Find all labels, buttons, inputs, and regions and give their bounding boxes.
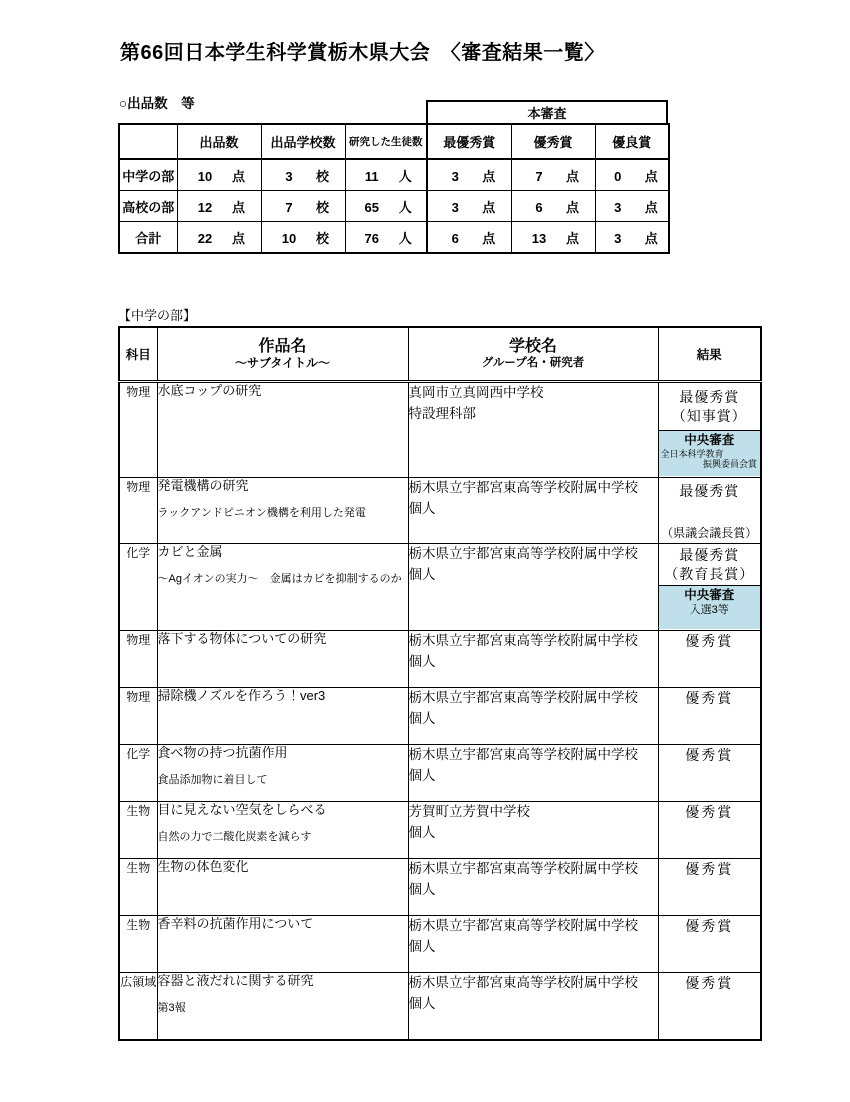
results-header-row [119,327,761,382]
summary-row-total [119,222,669,254]
central-review-badge: 中央審査 全日本科学教育 振興委員会賞 [659,430,761,476]
summary-header-schools: 出品学校数 [261,124,345,159]
entries-count-label: ○出品数 等 [119,96,195,111]
work-cell: 容器と液だれに関する研究 第3報 [157,973,408,1041]
work-header-sub: ～サブタイトル～ [235,356,330,371]
value-cell: 3 点 [595,222,669,254]
value-cell: 12 点 [177,191,261,222]
summary-row-high-school [119,191,669,222]
school-cell: 栃木県立宇都宮東高等学校附属中学校 個人 [408,745,658,802]
column-header-subject: 科目 [119,327,157,382]
value-cell: 3 校 [261,159,345,191]
column-header-school [408,327,658,382]
value-cell: 22 点 [177,222,261,254]
subject-cell: 広領域 [119,973,157,1041]
value-cell: 6 点 [427,222,511,254]
row-label: 高校の部 [119,191,177,222]
table-row [119,973,761,1041]
subject-cell: 物理 [119,688,157,745]
work-cell: 発電機構の研究 ラックアンドピニオン機構を利用した発電 [157,478,408,544]
result-cell: 優秀賞 [658,688,761,745]
work-cell: 掃除機ノズルを作ろう！ver3 [157,688,408,745]
table-row [119,916,761,973]
work-cell: 落下する物体についての研究 [157,631,408,688]
summary-header-entries: 出品数 [177,124,261,159]
summary-header-merit-prize: 優良賞 [595,124,669,159]
value-cell: 65 人 [345,191,427,222]
value-cell: 3 点 [595,191,669,222]
result-cell: 優秀賞 [658,916,761,973]
summary-header-excellence-prize: 優秀賞 [511,124,595,159]
value-cell: 10 点 [177,159,261,191]
school-cell: 栃木県立宇都宮東高等学校附属中学校 個人 [408,973,658,1041]
value-cell: 76 人 [345,222,427,254]
school-header-main: 学校名 [508,337,557,355]
work-cell: 目に見えない空気をしらべる 自然の力で二酸化炭素を減らす [157,802,408,859]
result-cell [658,478,761,544]
table-row [119,802,761,859]
summary-header-grand-prize: 最優秀賞 [427,124,511,159]
table-row [119,478,761,544]
table-row [119,859,761,916]
table-row [119,382,761,478]
summary-header-students: 研究した生徒数 [345,124,427,159]
school-cell: 栃木県立宇都宮東高等学校附属中学校 個人 [408,631,658,688]
value-cell: 11 人 [345,159,427,191]
value-cell: 3 点 [427,159,511,191]
school-cell: 栃木県立宇都宮東高等学校附属中学校 個人 [408,859,658,916]
result-cell: 優秀賞 [658,802,761,859]
final-review-group-header: 本審査 [426,100,668,123]
value-cell: 10 校 [261,222,345,254]
subject-cell: 物理 [119,478,157,544]
page-title: 第66回日本学生科学賞栃木県大会 〈審査結果一覧〉 [120,42,605,64]
school-cell: 真岡市立真岡西中学校 特設理科部 [408,382,658,478]
subject-cell: 化学 [119,544,157,631]
value-cell: 3 点 [427,191,511,222]
value-cell: 13 点 [511,222,595,254]
summary-header-row [119,124,669,159]
work-cell: カビと金属 ～Agイオンの実力～ 金属はカビを抑制するのか [157,544,408,631]
column-header-result: 結果 [658,327,761,382]
summary-table [118,123,670,254]
subject-cell: 化学 [119,745,157,802]
result-cell: 優秀賞 [658,631,761,688]
result-cell [658,382,761,478]
work-cell: 香辛料の抗菌作用について [157,916,408,973]
result-award: 最優秀賞 （教育長賞） [664,546,755,582]
school-cell: 芳賀町立芳賀中学校 個人 [408,802,658,859]
summary-row-middle-school [119,159,669,191]
result-cell [658,544,761,631]
column-header-work [157,327,408,382]
results-table [118,326,762,1041]
central-review-badge: 中央審査 入選3等 [659,585,761,629]
subject-cell: 生物 [119,859,157,916]
subject-cell: 物理 [119,382,157,478]
table-row [119,544,761,631]
value-cell: 7 点 [511,159,595,191]
row-label: 中学の部 [119,159,177,191]
summary-table-section [118,100,670,254]
work-cell: 水底コップの研究 [157,382,408,478]
work-cell: 食べ物の持つ抗菌作用 食品添加物に着目して [157,745,408,802]
middle-school-section-label: 【中学の部】 [118,308,197,323]
value-cell: 6 点 [511,191,595,222]
result-cell: 優秀賞 [658,859,761,916]
result-cell: 優秀賞 [658,745,761,802]
school-cell: 栃木県立宇都宮東高等学校附属中学校 個人 [408,544,658,631]
subject-cell: 物理 [119,631,157,688]
result-award: 最優秀賞 （県議会議長賞） [661,483,758,540]
school-cell: 栃木県立宇都宮東高等学校附属中学校 個人 [408,688,658,745]
result-cell: 優秀賞 [658,973,761,1041]
table-row [119,688,761,745]
value-cell: 0 点 [595,159,669,191]
table-row [119,631,761,688]
school-cell: 栃木県立宇都宮東高等学校附属中学校 個人 [408,916,658,973]
work-cell: 生物の体色変化 [157,859,408,916]
summary-header-blank [119,124,177,159]
value-cell: 7 校 [261,191,345,222]
work-header-main: 作品名 [258,338,307,356]
result-award: 最優秀賞 （知事賞） [671,388,747,424]
school-cell: 栃木県立宇都宮東高等学校附属中学校 個人 [408,478,658,544]
row-label: 合計 [119,222,177,254]
table-row [119,745,761,802]
subject-cell: 生物 [119,802,157,859]
school-header-sub: グループ名・研究者 [481,357,585,370]
subject-cell: 生物 [119,916,157,973]
